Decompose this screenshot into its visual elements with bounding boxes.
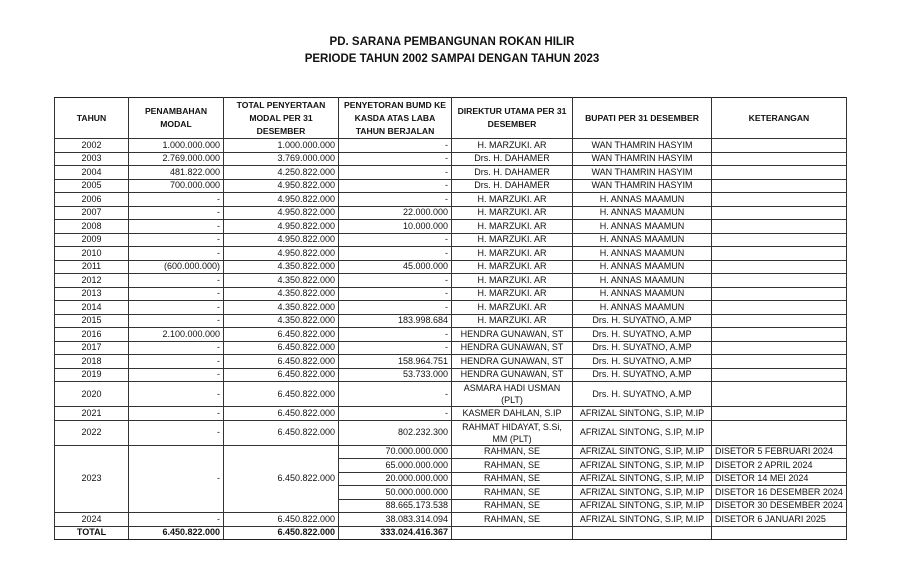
capital-participation-table [54,97,847,540]
bupati-cell: H. ANNAS MAAMUN [573,287,712,301]
bupati-cell: AFRIZAL SINTONG, S.IP, M.IP [573,459,712,473]
penyetoran-cell: - [339,407,452,421]
direktur-cell: Drs. H. DAHAMER [452,166,573,180]
total-penyertaan-cell: 4.250.822.000 [224,166,339,180]
penambahan-modal-cell: - [129,407,224,421]
keterangan-cell [712,355,847,369]
penambahan-modal-cell: - [129,274,224,288]
table-row [55,274,847,288]
direktur-cell: Drs. H. DAHAMER [452,152,573,166]
year-cell: 2022 [55,420,129,445]
year-cell: 2010 [55,247,129,261]
keterangan-cell [712,420,847,445]
total-penyertaan-cell: 6.450.822.000 [224,328,339,342]
year-cell: 2002 [55,139,129,153]
keterangan-cell [712,233,847,247]
direktur-cell: RAHMAT HIDAYAT, S.Si, MM (PLT) [452,420,573,445]
year-cell: 2023 [55,445,129,513]
direktur-cell: H. MARZUKI. AR [452,206,573,220]
total-penyertaan-cell: 4.950.822.000 [224,206,339,220]
direktur-cell: Drs. H. DAHAMER [452,179,573,193]
keterangan-cell [712,407,847,421]
penyetoran-cell: - [339,287,452,301]
total-label: TOTAL [55,526,129,540]
direktur-cell: H. MARZUKI. AR [452,301,573,315]
total-penyertaan-cell: 3.769.000.000 [224,152,339,166]
penyetoran-cell: - [339,382,452,407]
bupati-cell: H. ANNAS MAAMUN [573,260,712,274]
penambahan-modal-cell: - [129,220,224,234]
bupati-cell: AFRIZAL SINTONG, S.IP, M.IP [573,499,712,513]
direktur-cell: HENDRA GUNAWAN, ST [452,341,573,355]
direktur-cell: H. MARZUKI. AR [452,287,573,301]
table-row [55,139,847,153]
bupati-cell: AFRIZAL SINTONG, S.IP, M.IP [573,486,712,500]
table-row [55,220,847,234]
bupati-cell: AFRIZAL SINTONG, S.IP, M.IP [573,420,712,445]
bupati-cell: H. ANNAS MAAMUN [573,206,712,220]
keterangan-cell [712,206,847,220]
keterangan-cell: DISETOR 14 MEI 2024 [712,472,847,486]
direktur-cell: RAHMAN, SE [452,459,573,473]
keterangan-cell [712,179,847,193]
document-subtitle: PERIODE TAHUN 2002 SAMPAI DENGAN TAHUN 2023 [304,53,600,65]
table-row [55,382,847,407]
header-penambahan-modal: PENAMBAHAN MODAL [129,98,224,139]
bupati-cell: H. ANNAS MAAMUN [573,233,712,247]
penyetoran-cell: 45.000.000 [339,260,452,274]
penambahan-modal-cell: - [129,445,224,513]
direktur-cell: HENDRA GUNAWAN, ST [452,328,573,342]
penyetoran-cell: - [339,179,452,193]
table-row [55,368,847,382]
table-row [55,328,847,342]
penyetoran-cell: 88.665.173.538 [339,499,452,513]
keterangan-cell [712,152,847,166]
year-cell: 2018 [55,355,129,369]
year-cell: 2008 [55,220,129,234]
keterangan-cell [712,382,847,407]
bupati-cell: H. ANNAS MAAMUN [573,247,712,261]
penyetoran-cell: - [339,328,452,342]
table-row [55,341,847,355]
direktur-cell: H. MARZUKI. AR [452,220,573,234]
keterangan-cell [712,341,847,355]
year-cell: 2006 [55,193,129,207]
total-penyertaan-cell: 4.350.822.000 [224,301,339,315]
bupati-cell: Drs. H. SUYATNO, A.MP [573,328,712,342]
penambahan-modal-cell: - [129,206,224,220]
bupati-cell: AFRIZAL SINTONG, S.IP, M.IP [573,472,712,486]
total-penyertaan-cell: 4.950.822.000 [224,193,339,207]
direktur-cell: H. MARZUKI. AR [452,260,573,274]
direktur-cell: RAHMAN, SE [452,513,573,527]
penambahan-modal-cell: - [129,341,224,355]
penyetoran-cell: 38.083.314.094 [339,513,452,527]
document-title: PD. SARANA PEMBANGUNAN ROKAN HILIR [329,36,575,48]
total-direktur-cell [452,526,573,540]
total-penyertaan-cell: 4.350.822.000 [224,260,339,274]
total-penyertaan-cell: 6.450.822.000 [224,420,339,445]
direktur-cell: H. MARZUKI. AR [452,193,573,207]
total-penyertaan-cell: 4.950.822.000 [224,179,339,193]
total-penyertaan-cell: 6.450.822.000 [224,341,339,355]
penyetoran-cell: - [339,152,452,166]
table-row [55,420,847,445]
bupati-cell: Drs. H. SUYATNO, A.MP [573,341,712,355]
penyetoran-cell: - [339,274,452,288]
table-header-row [55,98,847,139]
keterangan-cell: DISETOR 6 JANUARI 2025 [712,513,847,527]
penambahan-modal-cell: 2.100.000.000 [129,328,224,342]
year-cell: 2005 [55,179,129,193]
penambahan-modal-cell: (600.000.000) [129,260,224,274]
direktur-cell: H. MARZUKI. AR [452,247,573,261]
table-row [55,179,847,193]
penambahan-modal-cell: - [129,193,224,207]
penambahan-modal-cell: - [129,287,224,301]
penyetoran-cell: - [339,341,452,355]
total-penyertaan-cell: 6.450.822.000 [224,445,339,513]
year-cell: 2004 [55,166,129,180]
total-penyertaan-cell: 6.450.822.000 [224,368,339,382]
table-row [55,287,847,301]
total-penyertaan-cell: 4.350.822.000 [224,314,339,328]
year-cell: 2007 [55,206,129,220]
bupati-cell: WAN THAMRIN HASYIM [573,139,712,153]
header-total-penyertaan: TOTAL PENYERTAAN MODAL PER 31 DESEMBER [224,98,339,139]
total-penyertaan-cell: 6.450.822.000 [224,513,339,527]
year-cell: 2011 [55,260,129,274]
keterangan-cell [712,287,847,301]
keterangan-cell [712,368,847,382]
penambahan-modal-cell: - [129,420,224,445]
year-cell: 2016 [55,328,129,342]
penyetoran-cell: 802.232.300 [339,420,452,445]
penambahan-modal-cell: - [129,247,224,261]
direktur-cell: H. MARZUKI. AR [452,139,573,153]
year-cell: 2013 [55,287,129,301]
penyetoran-cell: - [339,166,452,180]
table-row [55,152,847,166]
direktur-cell: H. MARZUKI. AR [452,314,573,328]
direktur-cell: ASMARA HADI USMAN (PLT) [452,382,573,407]
keterangan-cell [712,274,847,288]
year-cell: 2024 [55,513,129,527]
bupati-cell: Drs. H. SUYATNO, A.MP [573,368,712,382]
keterangan-cell: DISETOR 30 DESEMBER 2024 [712,499,847,513]
year-cell: 2003 [55,152,129,166]
year-cell: 2021 [55,407,129,421]
direktur-cell: HENDRA GUNAWAN, ST [452,355,573,369]
direktur-cell: RAHMAN, SE [452,486,573,500]
header-keterangan: KETERANGAN [712,98,847,139]
penambahan-modal-cell: 2.769.000.000 [129,152,224,166]
bupati-cell: Drs. H. SUYATNO, A.MP [573,382,712,407]
year-cell: 2017 [55,341,129,355]
penyetoran-cell: 50.000.000.000 [339,486,452,500]
year-cell: 2015 [55,314,129,328]
total-penyertaan-cell: 4.350.822.000 [224,287,339,301]
table-row [55,314,847,328]
bupati-cell: H. ANNAS MAAMUN [573,301,712,315]
total-penyetoran: 333.024.416.367 [339,526,452,540]
bupati-cell: Drs. H. SUYATNO, A.MP [573,355,712,369]
direktur-cell: RAHMAN, SE [452,445,573,459]
keterangan-cell [712,260,847,274]
direktur-cell: RAHMAN, SE [452,472,573,486]
keterangan-cell [712,139,847,153]
keterangan-cell [712,314,847,328]
keterangan-cell [712,193,847,207]
penyetoran-cell: - [339,301,452,315]
penambahan-modal-cell: - [129,233,224,247]
year-cell: 2019 [55,368,129,382]
bupati-cell: Drs. H. SUYATNO, A.MP [573,314,712,328]
penyetoran-cell: 158.964.751 [339,355,452,369]
bupati-cell: AFRIZAL SINTONG, S.IP, M.IP [573,407,712,421]
year-cell: 2012 [55,274,129,288]
bupati-cell: H. ANNAS MAAMUN [573,220,712,234]
penyetoran-cell: 10.000.000 [339,220,452,234]
total-penyertaan-cell: 6.450.822.000 [224,355,339,369]
table-total-row [55,526,847,540]
keterangan-cell [712,220,847,234]
penyetoran-cell: - [339,233,452,247]
total-penambahan-modal: 6.450.822.000 [129,526,224,540]
total-penyertaan-cell: 1.000.000.000 [224,139,339,153]
total-penyertaan-cell: 6.450.822.000 [224,382,339,407]
total-keterangan-cell [712,526,847,540]
penambahan-modal-cell: 700.000.000 [129,179,224,193]
penambahan-modal-cell: 1.000.000.000 [129,139,224,153]
header-tahun: TAHUN [55,98,129,139]
table-row [55,513,847,527]
table-row-2023 [55,445,847,459]
total-penyertaan-cell: 4.950.822.000 [224,220,339,234]
keterangan-cell: DISETOR 5 FEBRUARI 2024 [712,445,847,459]
keterangan-cell [712,328,847,342]
penambahan-modal-cell: - [129,368,224,382]
penambahan-modal-cell: - [129,513,224,527]
keterangan-cell [712,247,847,261]
total-penyertaan-cell: 4.950.822.000 [224,233,339,247]
table-row [55,407,847,421]
penyetoran-cell: - [339,139,452,153]
bupati-cell: H. ANNAS MAAMUN [573,193,712,207]
penyetoran-cell: 53.733.000 [339,368,452,382]
table-body [55,139,847,540]
table-row [55,193,847,207]
penyetoran-cell: - [339,247,452,261]
bupati-cell: AFRIZAL SINTONG, S.IP, M.IP [573,513,712,527]
total-bupati-cell [573,526,712,540]
bupati-cell: AFRIZAL SINTONG, S.IP, M.IP [573,445,712,459]
direktur-cell: H. MARZUKI. AR [452,274,573,288]
keterangan-cell [712,301,847,315]
header-direktur-utama: DIREKTUR UTAMA PER 31 DESEMBER [452,98,573,139]
total-penyertaan-cell: 4.950.822.000 [224,247,339,261]
bupati-cell: WAN THAMRIN HASYIM [573,166,712,180]
penyetoran-cell: 183.998.684 [339,314,452,328]
direktur-cell: RAHMAN, SE [452,499,573,513]
penyetoran-cell: 22.000.000 [339,206,452,220]
table-row [55,260,847,274]
keterangan-cell [712,166,847,180]
table-row [55,247,847,261]
table-row [55,206,847,220]
penyetoran-cell: 20.000.000.000 [339,472,452,486]
table-row [55,355,847,369]
penyetoran-cell: 70.000.000.000 [339,445,452,459]
direktur-cell: H. MARZUKI. AR [452,233,573,247]
total-penyertaan-cell: 4.350.822.000 [224,274,339,288]
direktur-cell: KASMER DAHLAN, S.IP [452,407,573,421]
penambahan-modal-cell: - [129,301,224,315]
penambahan-modal-cell: 481.822.000 [129,166,224,180]
header-bupati: BUPATI PER 31 DESEMBER [573,98,712,139]
penyetoran-cell: 65.000.000.000 [339,459,452,473]
bupati-cell: WAN THAMRIN HASYIM [573,179,712,193]
penambahan-modal-cell: - [129,382,224,407]
header-penyetoran: PENYETORAN BUMD KE KASDA ATAS LABA TAHUN BERJALAN [339,98,452,139]
penambahan-modal-cell: - [129,314,224,328]
year-cell: 2020 [55,382,129,407]
table-row [55,233,847,247]
total-penyertaan-modal: 6.450.822.000 [224,526,339,540]
keterangan-cell: DISETOR 2 APRIL 2024 [712,459,847,473]
direktur-cell: HENDRA GUNAWAN, ST [452,368,573,382]
total-penyertaan-cell: 6.450.822.000 [224,407,339,421]
bupati-cell: H. ANNAS MAAMUN [573,274,712,288]
table-row [55,166,847,180]
keterangan-cell: DISETOR 16 DESEMBER 2024 [712,486,847,500]
year-cell: 2014 [55,301,129,315]
penambahan-modal-cell: - [129,355,224,369]
table-row [55,301,847,315]
bupati-cell: WAN THAMRIN HASYIM [573,152,712,166]
year-cell: 2009 [55,233,129,247]
penyetoran-cell: - [339,193,452,207]
